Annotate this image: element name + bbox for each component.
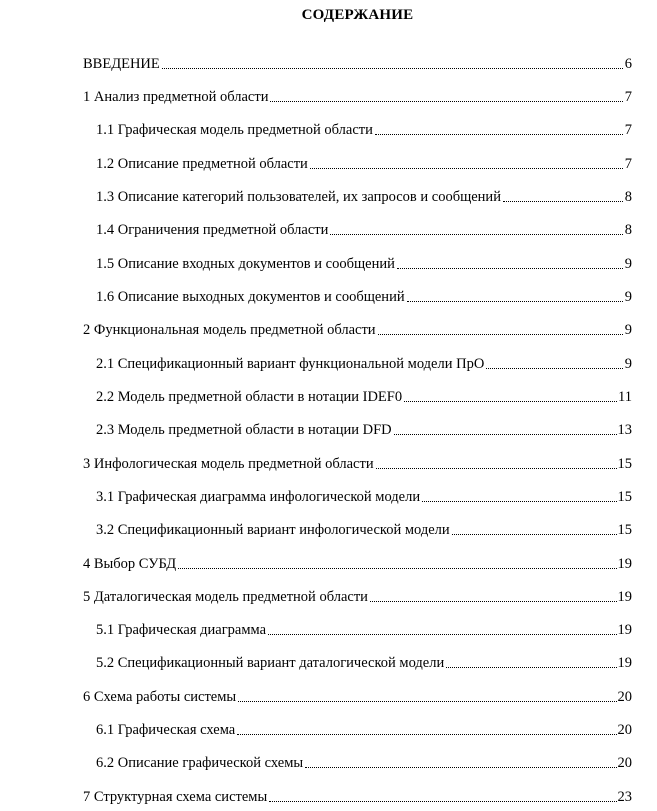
toc-entry-label: 6 Схема работы системы: [83, 689, 237, 705]
toc-entry-page: 20: [617, 755, 632, 771]
toc-leader-dots: [269, 787, 616, 802]
toc-leader-dots: [330, 220, 623, 235]
toc-leader-dots: [238, 687, 616, 702]
toc-entry-page: 9: [624, 356, 632, 372]
toc-leader-dots: [237, 720, 616, 735]
toc-entry-page: 15: [617, 522, 632, 538]
toc-entry-page: 9: [624, 322, 632, 338]
toc-leader-dots: [375, 120, 623, 135]
toc-leader-dots: [486, 354, 623, 369]
toc-entry[interactable]: [83, 587, 632, 607]
toc-entry-page: 9: [624, 289, 632, 305]
toc-leader-dots: [268, 620, 616, 635]
toc-entry-page: 9: [624, 256, 632, 272]
toc-entry-label: 3.2 Спецификационный вариант инфологической модели: [96, 522, 450, 538]
toc-leader-dots: [407, 287, 623, 302]
toc-entry-label: 1.1 Графическая модель предметной области: [96, 122, 373, 138]
page-title: СОДЕРЖАНИЕ: [301, 7, 414, 23]
toc-entry-page: 19: [617, 556, 632, 572]
toc-entry-page: 19: [617, 589, 632, 605]
toc-entry-label: 6.2 Описание графической схемы: [96, 755, 304, 771]
toc-entry[interactable]: [96, 720, 632, 740]
toc-leader-dots: [422, 487, 616, 502]
toc-entry-label: 3.1 Графическая диаграмма инфологической модели: [96, 489, 421, 505]
toc-entry-page: 8: [624, 222, 632, 238]
toc-entry-label: 1.3 Описание категорий пользователей, их запросов и сообщений: [96, 189, 501, 205]
toc-leader-dots: [397, 254, 623, 269]
toc-entry-page: 7: [624, 156, 632, 172]
toc-leader-dots: [378, 320, 623, 335]
toc-entry[interactable]: [96, 154, 632, 174]
toc-entry-label: 6.1 Графическая схема: [96, 722, 236, 738]
toc-leader-dots: [310, 154, 623, 169]
toc-entry-label: 5.1 Графическая диаграмма: [96, 622, 267, 638]
toc-entry-label: 2.2 Модель предметной области в нотации IDEF0: [96, 389, 403, 405]
toc-entry-label: 2 Функциональная модель предметной области: [83, 322, 376, 338]
toc-entry[interactable]: [96, 387, 632, 407]
toc-entry-label: 1.5 Описание входных документов и сообщений: [96, 256, 395, 272]
toc-entry[interactable]: [83, 787, 632, 807]
toc-entry[interactable]: [96, 753, 632, 773]
toc-leader-dots: [394, 420, 617, 435]
toc-leader-dots: [404, 387, 617, 402]
toc-entry-page: 7: [624, 122, 632, 138]
toc-entry-page: 23: [617, 789, 632, 805]
toc-leader-dots: [305, 753, 616, 768]
toc-entry[interactable]: [96, 520, 632, 540]
toc-entry-label: 5 Даталогическая модель предметной области: [83, 589, 368, 605]
toc-entry-label: 3 Инфологическая модель предметной области: [83, 456, 374, 472]
toc-leader-dots: [178, 554, 616, 569]
toc-entry-label: 7 Структурная схема системы: [83, 789, 268, 805]
toc-entry[interactable]: [96, 420, 632, 440]
toc-entry[interactable]: [96, 487, 632, 507]
toc-entry[interactable]: [83, 320, 632, 340]
toc-leader-dots: [503, 187, 623, 202]
toc-entry[interactable]: [96, 287, 632, 307]
toc-leader-dots: [370, 587, 617, 602]
toc-entry[interactable]: [96, 120, 632, 140]
toc-entry-page: 20: [617, 689, 632, 705]
toc-entry[interactable]: [83, 54, 632, 74]
toc-entry[interactable]: [96, 653, 632, 673]
toc-entry-page: 20: [617, 722, 632, 738]
toc-entry-label: 2.1 Спецификационный вариант функциональной модели ПрО: [96, 356, 485, 372]
toc-entry-label: 1 Анализ предметной области: [83, 89, 269, 105]
toc-entry-page: 15: [617, 489, 632, 505]
toc-entry[interactable]: [96, 254, 632, 274]
toc-entry[interactable]: [83, 454, 632, 474]
toc-leader-dots: [376, 454, 617, 469]
toc-entry-label: 5.2 Спецификационный вариант даталогической модели: [96, 655, 445, 671]
toc-entry-page: 13: [617, 422, 632, 438]
toc-entry-label: 2.3 Модель предметной области в нотации DFD: [96, 422, 392, 438]
toc-entry-label: ВВЕДЕНИЕ: [83, 56, 160, 72]
toc-entry-page: 8: [624, 189, 632, 205]
toc-entry[interactable]: [83, 87, 632, 107]
toc-entry-page: 6: [624, 56, 632, 72]
toc-entry[interactable]: [83, 687, 632, 707]
toc-entry-page: 11: [618, 389, 632, 405]
toc-leader-dots: [162, 54, 623, 69]
toc-entry-page: 19: [617, 622, 632, 638]
toc-entry-label: 4 Выбор СУБД: [83, 556, 177, 572]
toc-entry[interactable]: [96, 187, 632, 207]
toc-entry-label: 1.2 Описание предметной области: [96, 156, 308, 172]
toc-entry-label: 1.4 Ограничения предметной области: [96, 222, 329, 238]
toc-leader-dots: [452, 520, 617, 535]
toc-entry-label: 1.6 Описание выходных документов и сообщений: [96, 289, 405, 305]
toc-entry[interactable]: [83, 554, 632, 574]
toc-entry-page: 19: [617, 655, 632, 671]
toc-entry[interactable]: [96, 220, 632, 240]
toc-entry-page: 15: [617, 456, 632, 472]
toc-entry[interactable]: [96, 354, 632, 374]
toc-leader-dots: [270, 87, 623, 102]
toc-entry-page: 7: [624, 89, 632, 105]
toc-leader-dots: [446, 653, 616, 668]
toc-entry[interactable]: [96, 620, 632, 640]
